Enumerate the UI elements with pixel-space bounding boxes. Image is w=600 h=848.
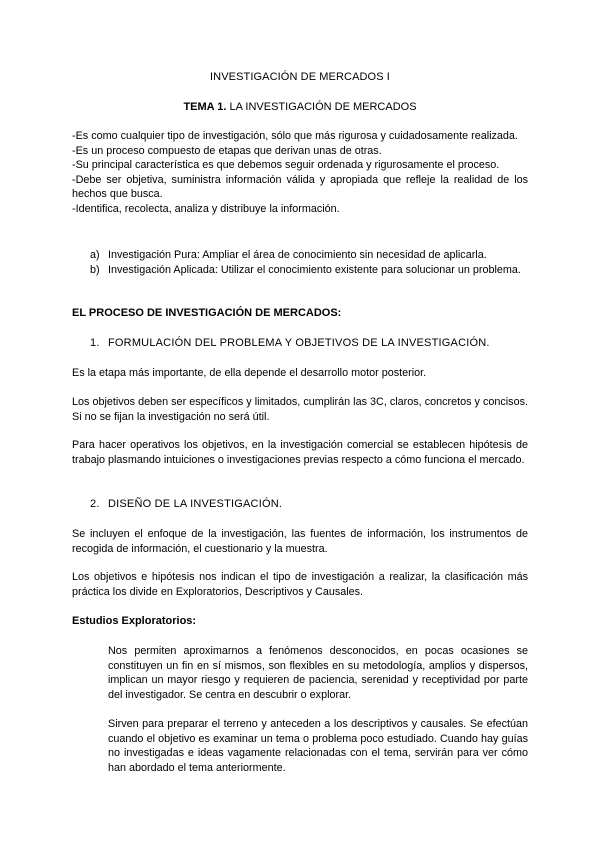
- document-subtitle: [72, 100, 528, 115]
- step2-para-1: [72, 527, 528, 556]
- paragraph: Se incluyen el enfoque de la investigación, las fuentes de información, los instrumentos de recogida de información, el cuestionario y la muestra.: [72, 528, 528, 555]
- list-marker: a): [90, 249, 100, 261]
- paragraph: Es la etapa más importante, de ella depende el desarrollo motor posterior.: [72, 367, 427, 379]
- intro-line: -Es un proceso compuesto de etapas que derivan unas de otras.: [72, 144, 382, 157]
- intro-block: [72, 129, 528, 216]
- list-item-pure: [90, 248, 528, 263]
- exploratory-heading: Estudios Exploratorios:: [72, 615, 197, 627]
- exploratory-para-1: [108, 644, 528, 702]
- list-item-applied: [90, 263, 528, 278]
- step-text: FORMULACIÓN DEL PROBLEMA Y OBJETIVOS DE LA INVESTIGACIÓN.: [108, 337, 490, 349]
- intro-line: -Identifica, recolecta, analiza y distribuye la información.: [72, 202, 340, 215]
- intro-line: -Su principal característica es que debemos seguir ordenada y rigurosamente el proceso.: [72, 159, 500, 171]
- paragraph: Los objetivos e hipótesis nos indican el tipo de investigación a realizar, la clasificación más práctica los divide en Exploratorios, Descriptivos y Causales.: [72, 571, 528, 598]
- step2-heading: [90, 497, 528, 512]
- list-text: Investigación Aplicada: Utilizar el conocimiento existente para solucionar un problema.: [108, 264, 521, 276]
- subtitle-bold: TEMA 1.: [183, 101, 227, 113]
- step2-para-2: [72, 570, 528, 599]
- exploratory-para-2: [108, 717, 528, 775]
- step1-para-1: [72, 366, 528, 381]
- process-heading: EL PROCESO DE INVESTIGACIÓN DE MERCADOS:: [72, 307, 342, 319]
- paragraph: Sirven para preparar el terreno y anteceden a los descriptivos y causales. Se efectúan cuando el objetivo es examinar un tema o problema poco estudiado. Cuando hay guías no investigadas e ideas vagamente relacionadas con el tema, servirán para ver cómo han abordado el tema anteriormente.: [108, 718, 528, 774]
- step-marker: 1.: [90, 337, 100, 349]
- step1-para-2: [72, 395, 528, 424]
- list-marker: b): [90, 264, 100, 276]
- step-marker: 2.: [90, 498, 100, 510]
- document-title: INVESTIGACIÓN DE MERCADOS I: [210, 71, 390, 83]
- subtitle-rest: LA INVESTIGACIÓN DE MERCADOS: [226, 101, 417, 113]
- paragraph: Nos permiten aproximarnos a fenómenos desconocidos, en pocas ocasiones se constituyen un fin en sí mismos, son flexibles en su metodología, amplios y dispersos, implican un mayor riesgo y requieren de paciencia, serenidad y receptividad por parte del investigador. Se centra en descubrir o explorar.: [108, 645, 528, 701]
- paragraph: Para hacer operativos los objetivos, en la investigación comercial se establecen hipótesis de trabajo plasmando intuiciones o investigaciones previas respecto a cómo funciona el mercado.: [72, 439, 528, 466]
- intro-line: -Es como cualquier tipo de investigación, sólo que más rigurosa y cuidadosamente realizada.: [72, 130, 518, 142]
- paragraph: Los objetivos deben ser específicos y limitados, cumplirán las 3C, claros, concretos y concisos. Si no se fijan la investigación no será útil.: [72, 396, 528, 423]
- step1-para-3: [72, 438, 528, 467]
- step-text: DISEÑO DE LA INVESTIGACIÓN.: [108, 498, 283, 510]
- intro-line: -Debe ser objetiva, suministra información válida y apropiada que refleje la realidad de los hechos que busca.: [72, 173, 528, 200]
- step1-heading: [90, 336, 528, 351]
- list-text: Investigación Pura: Ampliar el área de conocimiento sin necesidad de aplicarla.: [108, 249, 487, 261]
